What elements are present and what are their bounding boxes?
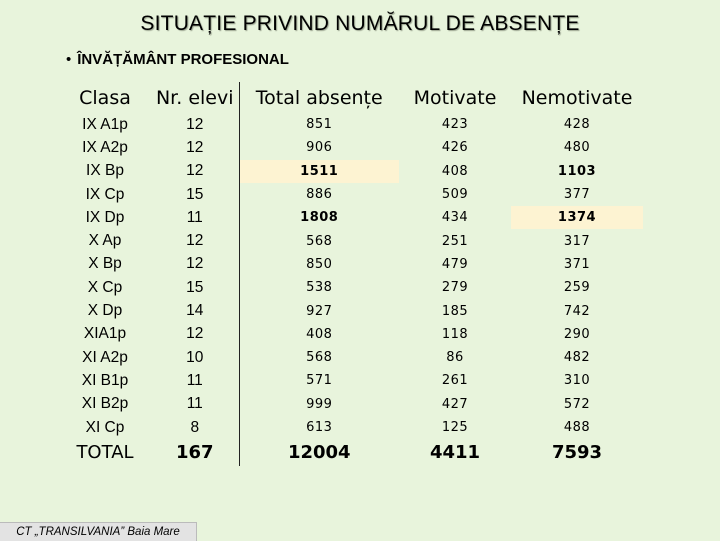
table-row bbox=[59, 229, 643, 252]
table-row bbox=[59, 323, 643, 346]
cell-nr-elevi: 12 bbox=[186, 138, 204, 156]
header-nr-elevi: Nr. elevi bbox=[155, 86, 234, 109]
total-nr-elevi: 167 bbox=[175, 442, 214, 464]
cell-clasa: XIA1p bbox=[83, 325, 127, 343]
cell-clasa: XI Cp bbox=[85, 418, 125, 436]
cell-total-absente: 850 bbox=[239, 253, 399, 276]
table-row bbox=[59, 206, 643, 229]
cell-total-absente: 568 bbox=[239, 346, 399, 369]
table-row bbox=[59, 253, 643, 276]
cell-nr-elevi: 12 bbox=[186, 115, 204, 133]
cell-nr-elevi: 8 bbox=[190, 418, 200, 436]
cell-nr-elevi: 12 bbox=[186, 232, 204, 250]
bullet-icon: • bbox=[66, 51, 72, 68]
cell-clasa: X Dp bbox=[87, 302, 123, 320]
total-label: TOTAL bbox=[76, 442, 134, 464]
cell-nr-elevi: 10 bbox=[186, 348, 204, 366]
cell-total-absente: 568 bbox=[239, 229, 399, 252]
cell-motivate: 434 bbox=[441, 210, 469, 226]
cell-motivate: 118 bbox=[441, 326, 469, 342]
cell-nemotivate: 259 bbox=[563, 280, 591, 296]
cell-clasa: XI B2p bbox=[81, 395, 129, 413]
cell-clasa: X Cp bbox=[87, 278, 123, 296]
cell-total-absente: 408 bbox=[239, 323, 399, 346]
cell-motivate: 509 bbox=[441, 187, 469, 203]
section-subtitle bbox=[66, 51, 289, 68]
cell-clasa: XI A2p bbox=[82, 348, 128, 366]
cell-motivate: 251 bbox=[441, 233, 469, 249]
cell-nr-elevi: 12 bbox=[186, 325, 204, 343]
table-row bbox=[59, 136, 643, 159]
cell-nr-elevi: 11 bbox=[186, 208, 203, 226]
cell-total-absente: 1808 bbox=[239, 206, 399, 229]
page-title: SITUAȚIE PRIVIND NUMĂRUL DE ABSENȚE bbox=[140, 12, 580, 35]
table-row bbox=[59, 393, 643, 416]
cell-nr-elevi: 14 bbox=[186, 302, 204, 320]
cell-nemotivate: 488 bbox=[563, 420, 591, 435]
cell-total-absente: 886 bbox=[239, 183, 399, 206]
total-absente: 12004 bbox=[239, 439, 399, 466]
absences-table bbox=[59, 82, 643, 466]
cell-clasa: X Bp bbox=[88, 255, 122, 273]
cell-total-absente: 851 bbox=[239, 113, 399, 136]
cell-clasa: IX Bp bbox=[86, 162, 124, 180]
cell-motivate: 261 bbox=[441, 373, 469, 389]
cell-clasa: IX Dp bbox=[85, 208, 125, 226]
total-row bbox=[59, 439, 643, 466]
cell-clasa: IX A1p bbox=[82, 115, 128, 133]
cell-motivate: 86 bbox=[446, 350, 464, 366]
cell-nemotivate: 480 bbox=[563, 140, 591, 156]
cell-nemotivate: 290 bbox=[563, 326, 591, 342]
cell-nemotivate: 572 bbox=[563, 396, 591, 412]
cell-nemotivate: 317 bbox=[563, 233, 591, 249]
cell-nemotivate: 1103 bbox=[557, 163, 597, 179]
footer-label: CT „TRANSILVANIA” Baia Mare bbox=[0, 522, 197, 541]
table-row bbox=[59, 416, 643, 439]
cell-total-absente: 1511 bbox=[239, 160, 399, 183]
cell-nr-elevi: 12 bbox=[186, 255, 204, 273]
cell-motivate: 185 bbox=[441, 303, 469, 319]
table-row bbox=[59, 183, 643, 206]
cell-nr-elevi: 11 bbox=[186, 371, 203, 389]
cell-nemotivate: 1374 bbox=[511, 206, 643, 229]
cell-nemotivate: 482 bbox=[563, 350, 591, 366]
header-nemotivate: Nemotivate bbox=[521, 86, 633, 109]
cell-nemotivate: 310 bbox=[563, 373, 591, 389]
table-row bbox=[59, 346, 643, 369]
cell-motivate: 426 bbox=[441, 140, 469, 156]
header-clasa: Clasa bbox=[79, 86, 131, 109]
table-row bbox=[59, 369, 643, 392]
subtitle-text: ÎNVĂȚĂMÂNT PROFESIONAL bbox=[77, 51, 289, 68]
cell-total-absente: 613 bbox=[239, 416, 399, 439]
cell-motivate: 423 bbox=[441, 117, 469, 133]
total-motivate: 4411 bbox=[429, 442, 481, 464]
header-total-absente: Total absențe bbox=[239, 82, 399, 113]
cell-nr-elevi: 15 bbox=[186, 278, 204, 296]
total-nemotivate: 7593 bbox=[551, 442, 603, 464]
cell-nemotivate: 428 bbox=[563, 117, 591, 133]
cell-motivate: 408 bbox=[441, 163, 469, 179]
table-row bbox=[59, 160, 643, 183]
cell-total-absente: 538 bbox=[239, 276, 399, 299]
cell-motivate: 279 bbox=[441, 280, 469, 296]
table-row bbox=[59, 113, 643, 136]
header-motivate: Motivate bbox=[413, 86, 497, 109]
table-row bbox=[59, 276, 643, 299]
table-row bbox=[59, 299, 643, 322]
cell-clasa: IX Cp bbox=[85, 185, 125, 203]
cell-clasa: X Ap bbox=[88, 232, 122, 250]
cell-clasa: XI B1p bbox=[81, 371, 129, 389]
cell-nemotivate: 371 bbox=[563, 256, 591, 272]
cell-motivate: 427 bbox=[441, 396, 469, 412]
cell-clasa: IX A2p bbox=[82, 138, 128, 156]
cell-total-absente: 571 bbox=[239, 369, 399, 392]
table-header-row bbox=[59, 82, 643, 113]
cell-total-absente: 999 bbox=[239, 393, 399, 416]
cell-motivate: 125 bbox=[441, 420, 469, 435]
cell-nr-elevi: 12 bbox=[186, 162, 204, 180]
cell-total-absente: 906 bbox=[239, 136, 399, 159]
cell-nemotivate: 377 bbox=[563, 187, 591, 203]
cell-nr-elevi: 15 bbox=[186, 185, 204, 203]
cell-motivate: 479 bbox=[441, 256, 469, 272]
cell-total-absente: 927 bbox=[239, 299, 399, 322]
cell-nemotivate: 742 bbox=[563, 303, 591, 319]
cell-nr-elevi: 11 bbox=[186, 395, 203, 413]
